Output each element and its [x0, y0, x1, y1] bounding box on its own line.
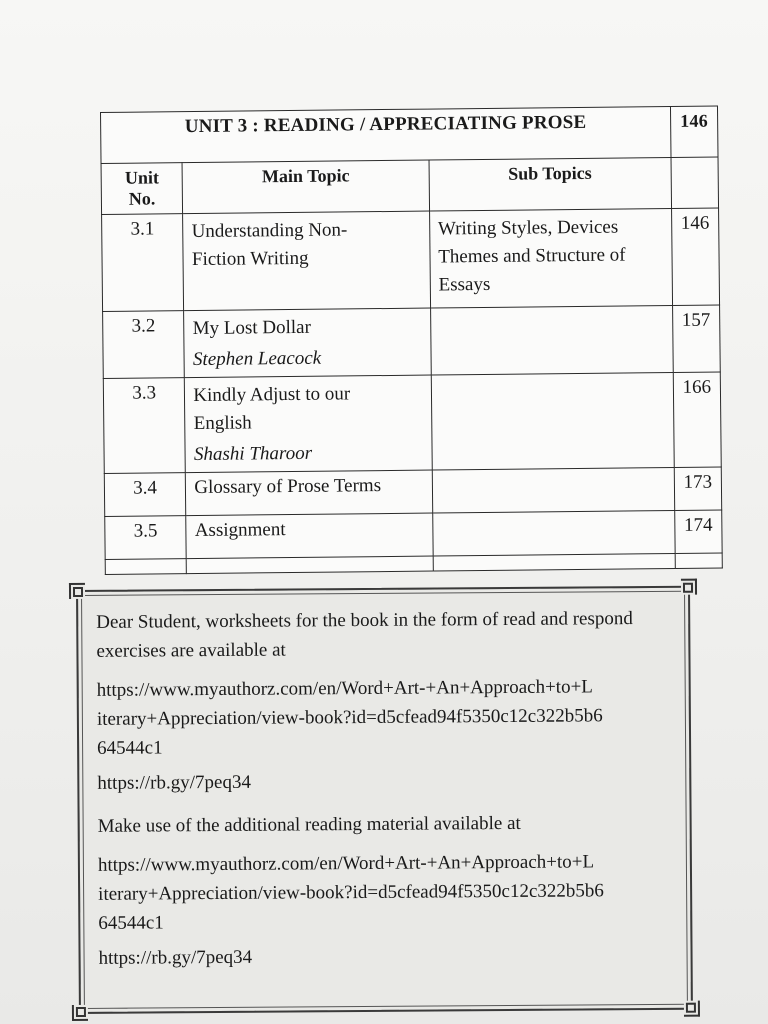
main-topic: [184, 308, 431, 378]
main-topic-line: Glossary of Prose Terms: [194, 475, 382, 499]
unit-number: 3.4: [104, 473, 186, 517]
page-number: 157: [672, 305, 720, 372]
reading-intro: Make use of the additional reading material available at: [97, 812, 521, 837]
sub-topics: [432, 468, 675, 514]
page-number: 173: [674, 467, 722, 510]
page-number: 146: [671, 208, 719, 305]
unit-number: 3.3: [103, 378, 185, 474]
main-topic-line: Understanding Non-: [191, 219, 348, 243]
main-topic: [183, 211, 430, 311]
toc-table: [100, 106, 723, 575]
sub-topics: [432, 511, 675, 557]
table-row: [103, 372, 721, 473]
unit-number: 3.5: [105, 516, 187, 560]
corner-ornament: [681, 579, 697, 595]
main-topic: [186, 470, 433, 516]
empty-cell: [187, 556, 433, 574]
sub-topics: [429, 209, 672, 309]
url-line: iterary+Appreciation/view-book?id=d5cfead94f5350c12c322b5b6: [96, 705, 603, 730]
page-number: 174: [675, 510, 723, 553]
header-page: [671, 157, 719, 208]
url-line: 64544c1: [98, 912, 164, 934]
reading-short-url[interactable]: https://rb.gy/7peq34: [98, 946, 253, 969]
worksheets-short-url[interactable]: https://rb.gy/7peq34: [97, 771, 251, 794]
sub-topics: [430, 306, 673, 376]
table-row: [103, 305, 721, 378]
page-number: 166: [673, 372, 721, 467]
main-topic: [186, 513, 433, 559]
resources-notice-box: [76, 586, 693, 1014]
empty-cell: [675, 553, 722, 568]
unit-number: 3.1: [102, 214, 184, 312]
main-topic: [185, 375, 432, 473]
sub-topic-line: Themes and Structure of: [438, 244, 626, 268]
author-name: Stephen Leacock: [192, 347, 322, 371]
worksheets-url[interactable]: [97, 672, 672, 763]
unit-page-number: 146: [670, 106, 718, 157]
corner-ornament: [684, 1001, 700, 1017]
header-unit-no: Unit No.: [101, 163, 183, 215]
url-line: https://www.myauthorz.com/en/Word+Art-+An+Approach+to+L: [96, 676, 593, 701]
column-header-row: [101, 157, 719, 214]
worksheets-intro: Dear Student, worksheets for the book in the form of read and respond exercises are available at: [96, 608, 633, 662]
sub-topic-line: Writing Styles, Devices: [437, 216, 619, 240]
sub-topic-line: Essays: [438, 273, 491, 296]
header-main-topic: Main Topic: [182, 160, 429, 214]
url-line: iterary+Appreciation/view-book?id=d5cfead94f5350c12c322b5b6: [98, 880, 604, 905]
url-line: https://www.myauthorz.com/en/Word+Art-+An+Approach+to+L: [97, 851, 595, 876]
corner-ornament: [69, 583, 85, 599]
unit-contents-table: [100, 106, 723, 575]
unit-number: 3.2: [103, 311, 185, 379]
empty-cell: [105, 559, 187, 575]
sub-topics: [431, 373, 674, 471]
main-topic-line: Fiction Writing: [191, 247, 309, 271]
main-topic-line: My Lost Dollar: [192, 316, 311, 340]
table-row: [105, 510, 722, 559]
header-sub-topics: Sub Topics: [429, 158, 672, 212]
unit-title: UNIT 3 : READING / APPRECIATING PROSE: [101, 107, 671, 164]
author-name: Shashi Tharoor: [193, 442, 313, 466]
main-topic-line: Assignment: [194, 519, 286, 542]
table-row: [102, 208, 720, 311]
main-topic-line: English: [193, 412, 252, 435]
unit-title-row: [101, 106, 719, 163]
url-line: 64544c1: [97, 737, 163, 759]
corner-ornament: [72, 1005, 88, 1021]
main-topic-line: Kindly Adjust to our: [193, 383, 351, 407]
reading-url[interactable]: [98, 847, 673, 938]
table-row: [104, 467, 721, 516]
empty-cell: [433, 554, 675, 572]
